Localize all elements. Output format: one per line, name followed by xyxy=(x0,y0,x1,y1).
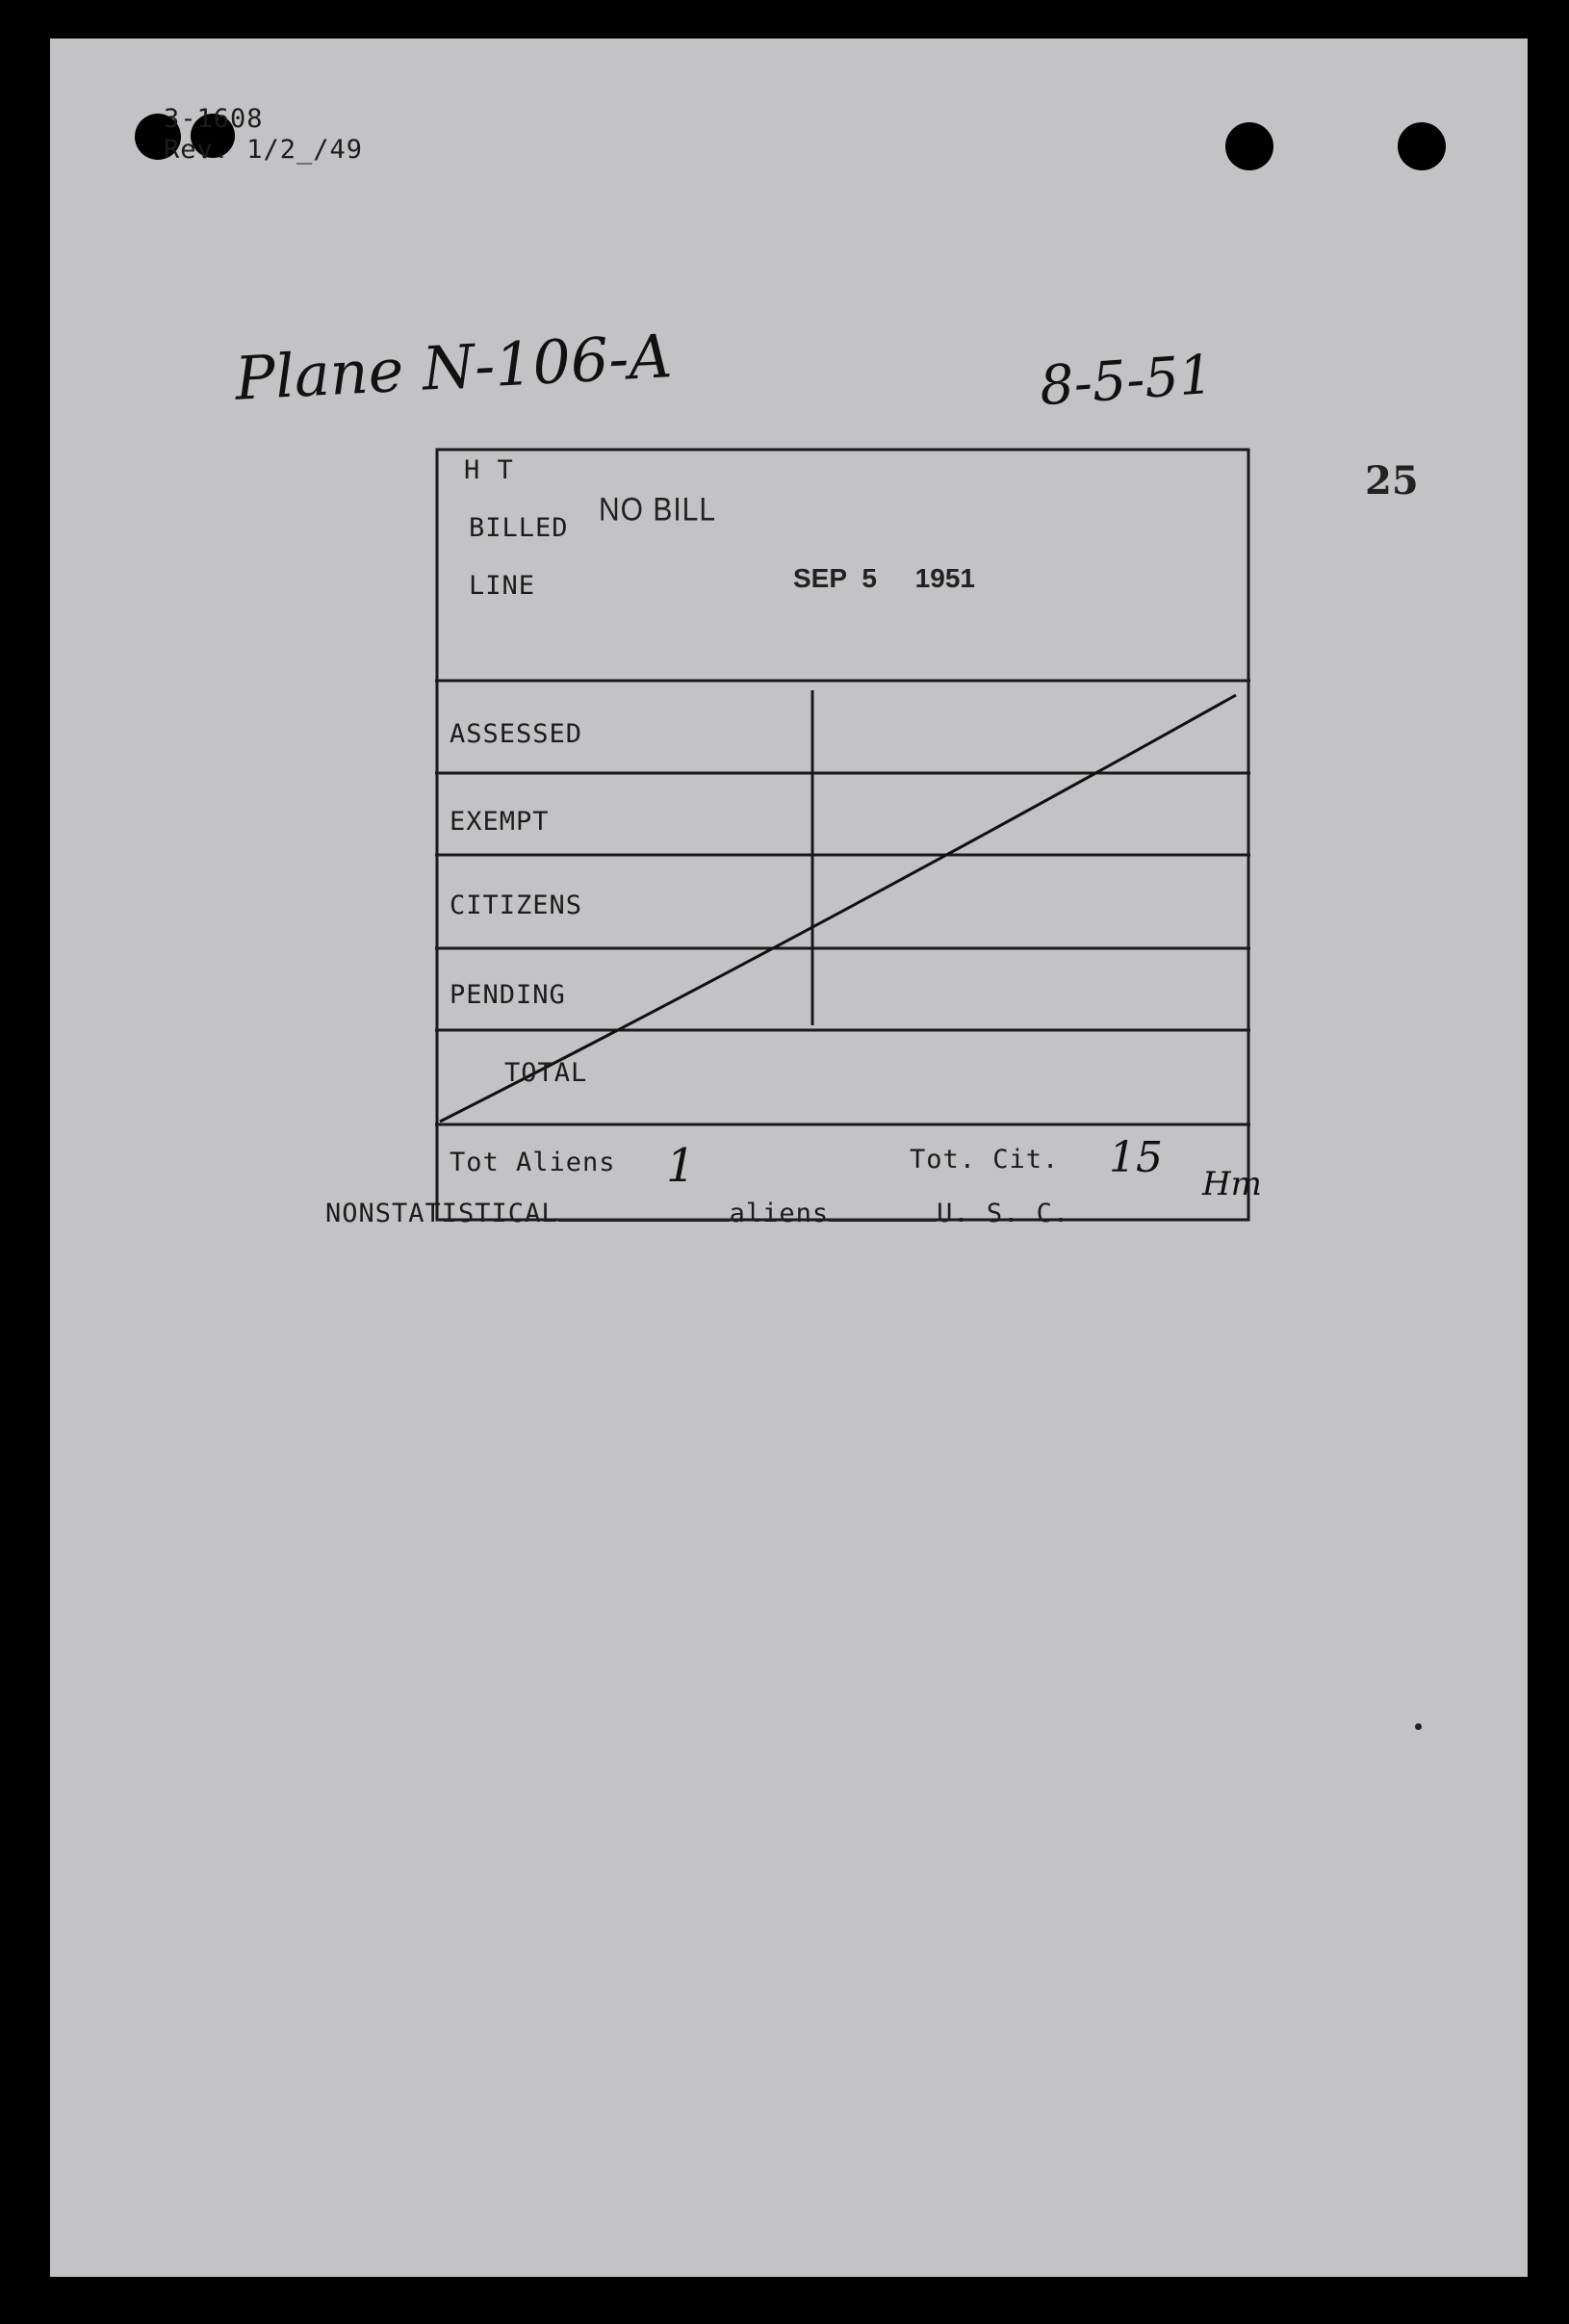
tot-aliens-value: 1 xyxy=(666,1139,696,1193)
handwritten-initials: Hm xyxy=(1202,1165,1262,1203)
ht-label: H T xyxy=(464,455,514,485)
punch-hole-right xyxy=(1225,122,1273,170)
row-label-citizens: CITIZENS xyxy=(450,891,583,920)
usc-label: U. S. C. xyxy=(937,1199,1070,1228)
aliens-label: aliens xyxy=(729,1199,830,1228)
statistics-form xyxy=(435,448,1250,1223)
date-stamp-month: SEP xyxy=(793,563,847,593)
date-stamp-day: 5 xyxy=(862,563,877,593)
tot-aliens-label: Tot Aliens xyxy=(450,1148,616,1177)
handwritten-plane-id: Plane N-106-A xyxy=(233,321,674,414)
billed-label: BILLED xyxy=(469,513,569,543)
total-label: TOTAL xyxy=(504,1058,588,1088)
punch-hole-far-right xyxy=(1398,122,1446,170)
handwritten-date: 8-5-51 xyxy=(1037,343,1216,419)
line-label: LINE xyxy=(469,571,536,601)
tot-cit-label: Tot. Cit. xyxy=(910,1145,1060,1175)
revision-date: Rev. 1/2_/49 xyxy=(164,135,364,165)
aliens-blank xyxy=(558,1219,730,1222)
form-number: 3-1608 xyxy=(164,104,264,134)
row-label-assessed: ASSESSED xyxy=(450,719,583,749)
row-label-exempt: EXEMPT xyxy=(450,807,550,837)
speck-mark xyxy=(1415,1723,1422,1730)
no-bill-stamp: NO BILL xyxy=(599,491,717,529)
usc-blank xyxy=(829,1219,937,1222)
nonstatistical-label: NONSTATISTICAL xyxy=(325,1199,558,1228)
nonstatistical-line xyxy=(325,1199,1069,1228)
date-stamp xyxy=(793,563,975,594)
page-number: 25 xyxy=(1365,458,1419,504)
row-label-pending: PENDING xyxy=(450,980,566,1010)
tot-cit-value: 15 xyxy=(1109,1133,1163,1182)
document-page xyxy=(50,39,1528,2277)
date-stamp-year: 1951 xyxy=(914,563,975,593)
